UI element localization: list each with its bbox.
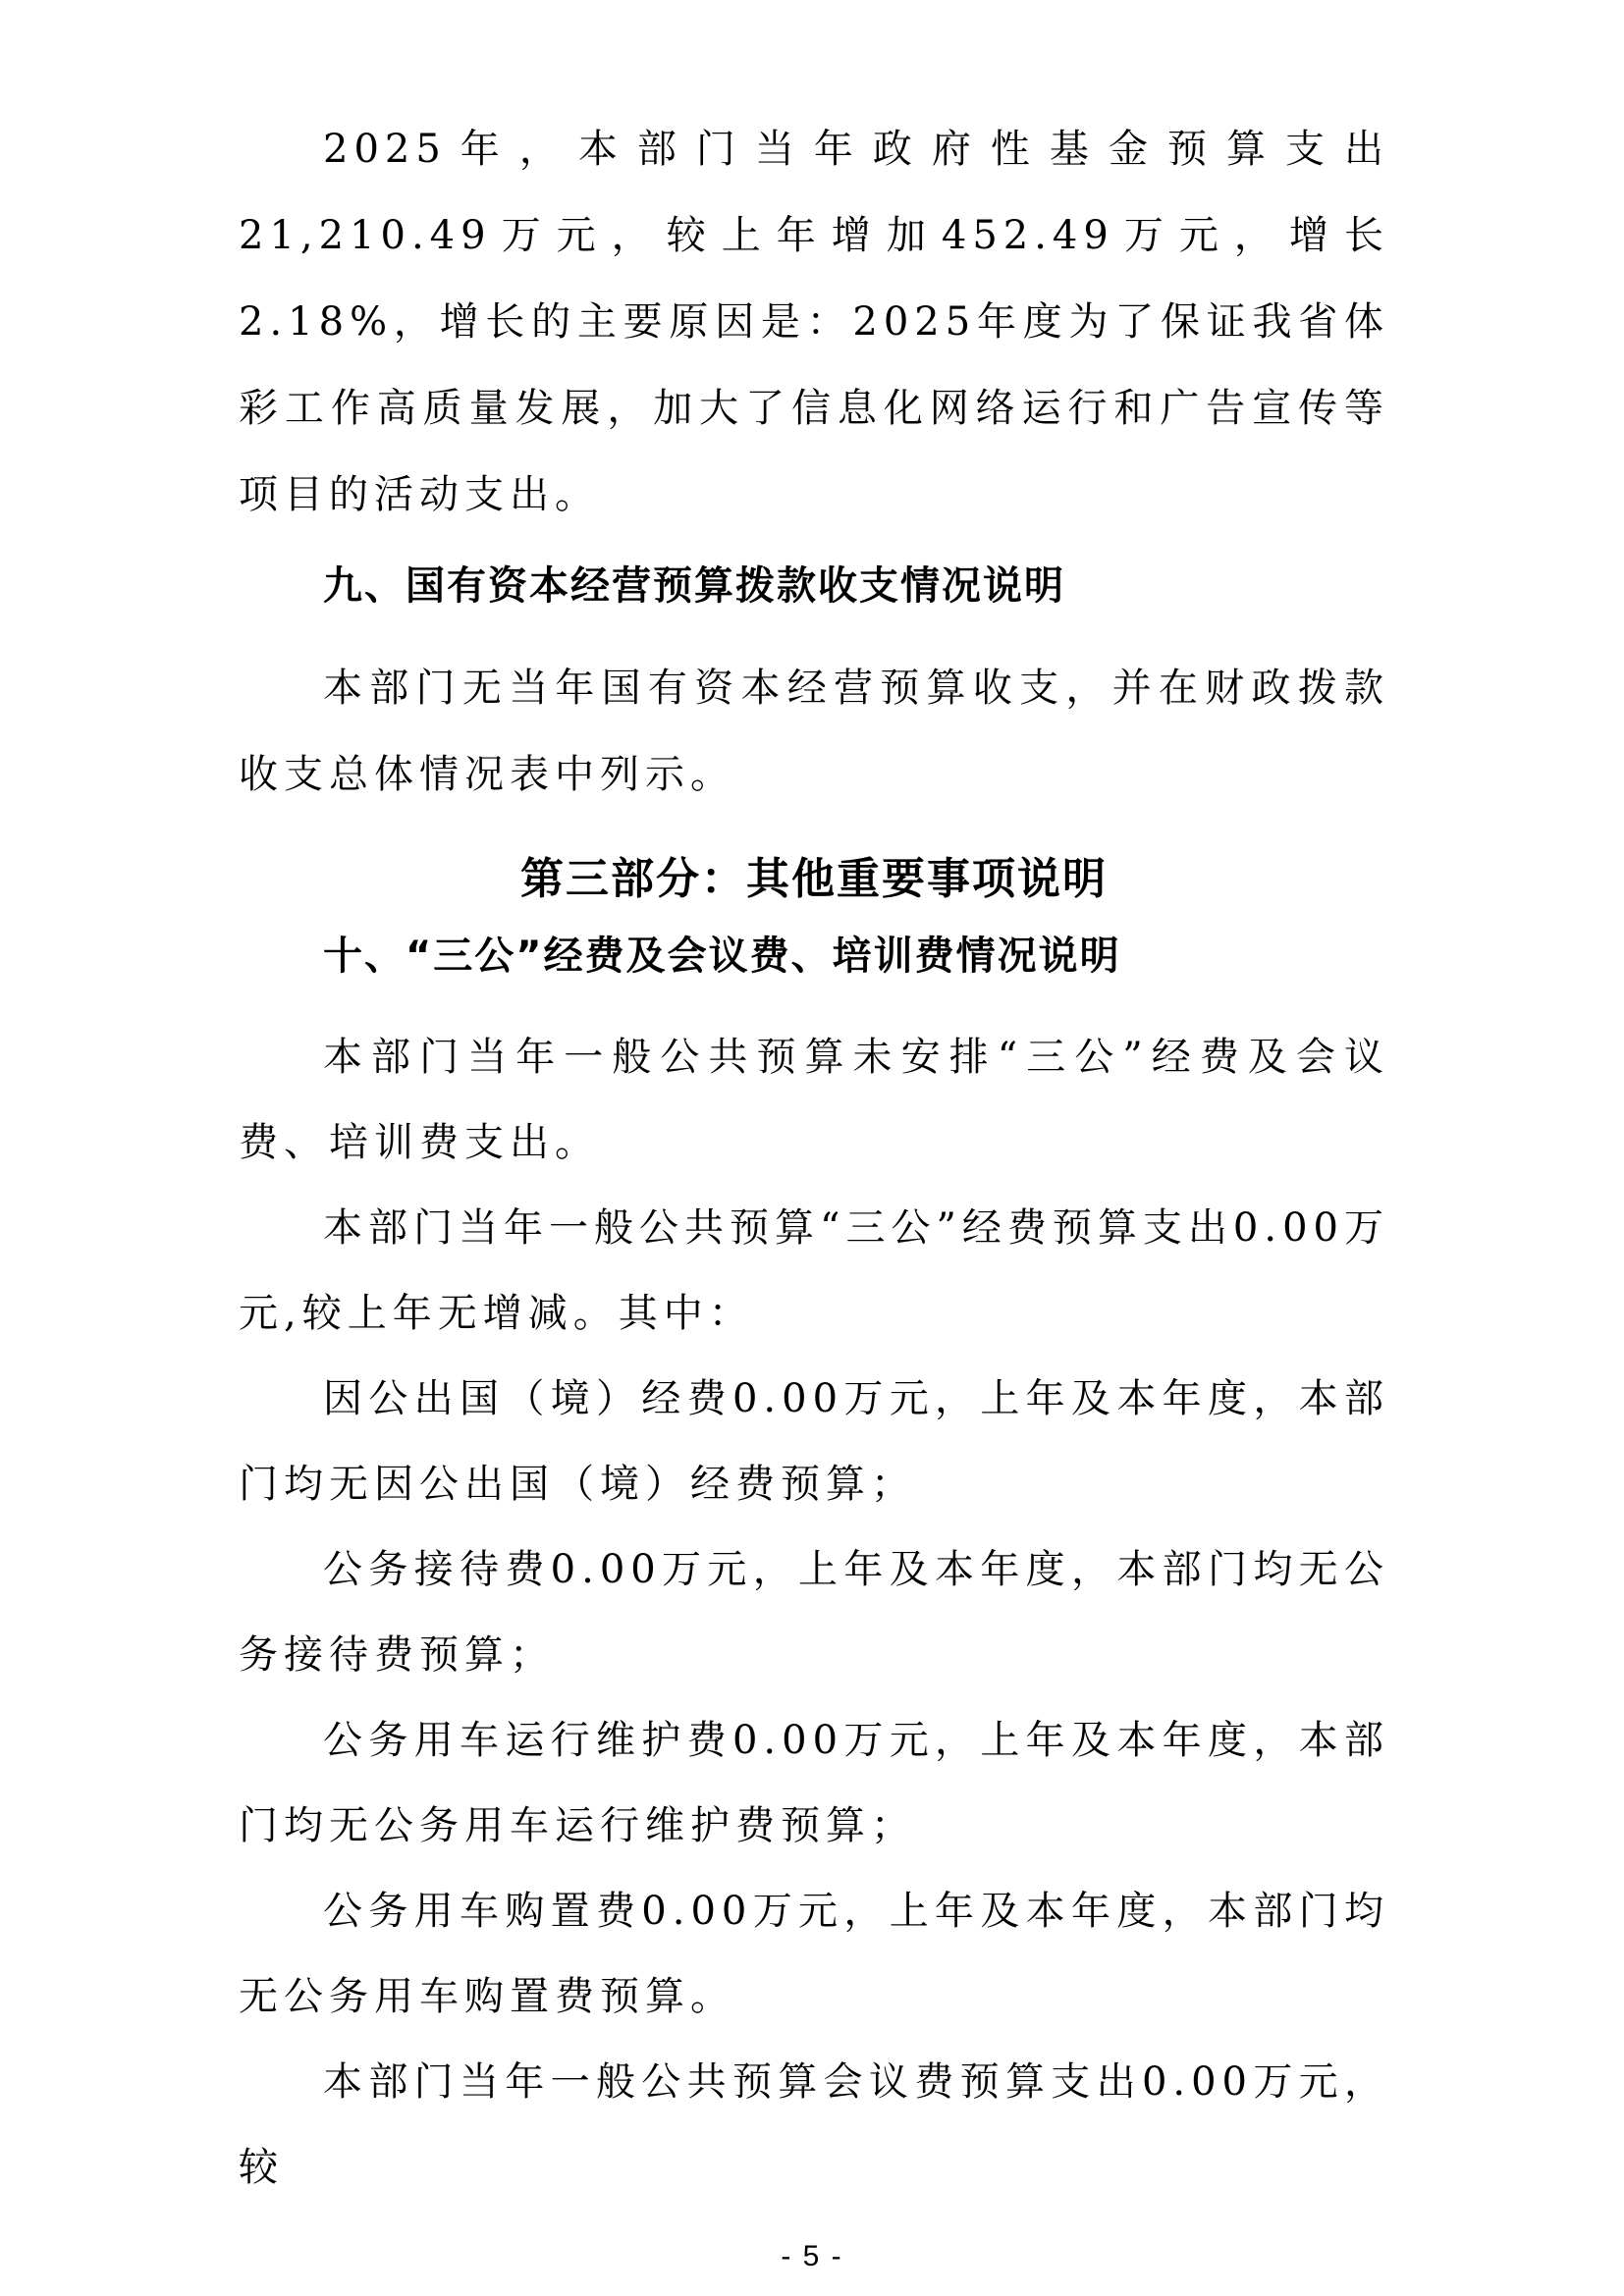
page-number: - 5 -	[781, 2240, 843, 2272]
document-body	[239, 106, 1389, 2211]
part-3-title: 第三部分：其他重要事项说明	[520, 854, 1108, 904]
paragraph-three-public-not-arranged: 本部门当年一般公共预算未安排“三公”经费及会议费、培训费支出。	[239, 1035, 1389, 1165]
paragraph-state-capital-budget: 本部门无当年国有资本经营预算收支，并在财政拨款收支总体情况表中列示。	[239, 666, 1389, 797]
paragraph-government-fund-expenditure: 2025年，本部门当年政府性基金预算支出21,210.49万元，较上年增加452.49万元，增长2.18%，增长的主要原因是：2025年度为了保证我省体彩工作高质量发展，加大了信息化网络运行和广告宣传等项目的活动支出。	[239, 127, 1389, 517]
paragraph-three-public-budget: 本部门当年一般公共预算“三公”经费预算支出0.00万元,较上年无增减。其中：	[239, 1205, 1389, 1336]
section-10-heading: 十、“三公”经费及会议费、培训费情况说明	[323, 934, 1121, 979]
paragraph-overseas-travel: 因公出国（境）经费0.00万元，上年及本年度，本部门均无因公出国（境）经费预算；	[239, 1376, 1389, 1507]
paragraph-vehicle-maintenance: 公务用车运行维护费0.00万元，上年及本年度，本部门均无公务用车运行维护费预算；	[239, 1718, 1389, 1848]
paragraph-meeting-fee: 本部门当年一般公共预算会议费预算支出0.00万元，较	[239, 2059, 1389, 2190]
section-9-heading: 九、国有资本经营预算拨款收支情况说明	[323, 563, 1065, 609]
paragraph-vehicle-purchase: 公务用车购置费0.00万元，上年及本年度，本部门均无公务用车购置费预算。	[239, 1889, 1389, 2019]
paragraph-official-reception: 公务接待费0.00万元，上年及本年度，本部门均无公务接待费预算；	[239, 1547, 1389, 1678]
